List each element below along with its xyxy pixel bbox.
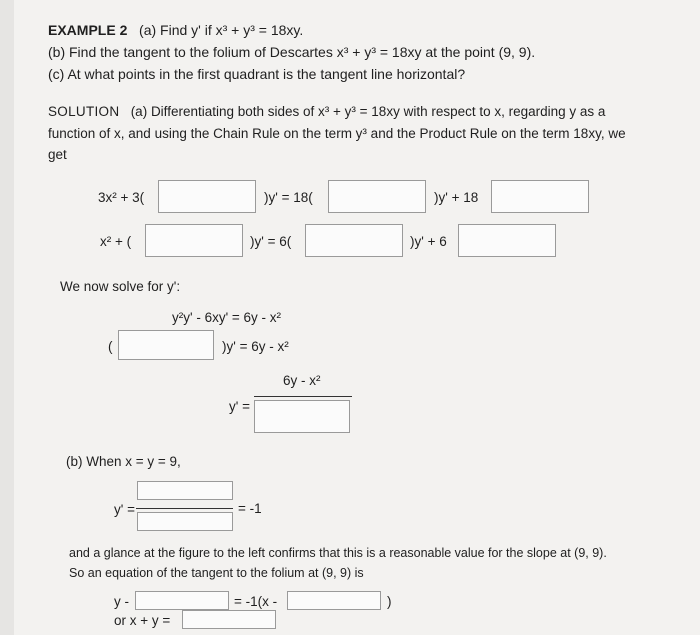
glance-line-1: and a glance at the figure to the left confirms that this is a reasonable value for the slope at (9, 9). (69, 546, 607, 560)
eq2-answer-box-1[interactable] (145, 224, 243, 257)
eq2-answer-box-3[interactable] (458, 224, 556, 257)
eq2-term-2: )y' = 6( (250, 234, 292, 249)
tangent-y-minus: y - (114, 594, 129, 609)
denominator-answer-box[interactable] (254, 400, 350, 433)
solve-line-2-open: ( (108, 339, 113, 354)
part-b-denominator-input[interactable] (138, 513, 232, 530)
solve-intro: We now solve for y': (60, 279, 181, 294)
solution-line-3: get (48, 147, 67, 162)
tangent-x0-input[interactable] (288, 592, 380, 609)
eq2-input-3[interactable] (459, 225, 555, 256)
eq2-input-1[interactable] (146, 225, 242, 256)
tangent-eq-mid: = -1(x - (234, 594, 278, 609)
part-b-denominator-box[interactable] (137, 512, 233, 531)
example-part-c: (c) At what points in the first quadrant is the tangent line horizontal? (48, 66, 466, 82)
denominator-input[interactable] (255, 401, 349, 432)
eq2-answer-box-2[interactable] (305, 224, 403, 257)
eq2-term-3: )y' + 6 (410, 234, 447, 249)
eq1-term-3: )y' + 18 (434, 190, 479, 205)
part-b-numerator-input[interactable] (138, 482, 232, 499)
solution-line-1 (48, 101, 605, 122)
part-b-yprime-equals: y' = (114, 502, 135, 517)
tangent-final-box[interactable] (182, 610, 276, 629)
solve-input[interactable] (119, 331, 213, 359)
tangent-close-paren: ) (387, 594, 392, 609)
part-b-result: = -1 (238, 501, 262, 516)
glance-line-2: So an equation of the tangent to the folium at (9, 9) is (69, 566, 364, 580)
eq1-input-1[interactable] (159, 181, 255, 212)
eq2-input-2[interactable] (306, 225, 402, 256)
yprime-equals: y' = (229, 399, 250, 414)
eq1-answer-box-3[interactable] (491, 180, 589, 213)
eq1-answer-box-2[interactable] (328, 180, 426, 213)
tangent-y0-input[interactable] (136, 592, 228, 609)
example-header (48, 22, 303, 38)
fraction-numerator: 6y - x² (283, 373, 321, 388)
eq1-term-1: 3x² + 3( (98, 190, 145, 205)
example-label: EXAMPLE 2 (48, 22, 128, 38)
tangent-final-input[interactable] (183, 611, 275, 628)
eq2-term-1: x² + ( (100, 234, 132, 249)
example-part-b: (b) Find the tangent to the folium of Descartes x³ + y³ = 18xy at the point (9, 9). (48, 44, 536, 60)
tangent-or-line: or x + y = (114, 613, 171, 628)
page-edge-shadow (0, 0, 14, 635)
eq1-term-2: )y' = 18( (264, 190, 313, 205)
example-part-a: (a) Find y' if x³ + y³ = 18xy. (139, 22, 304, 38)
solution-line-2: function of x, and using the Chain Rule on the term y³ and the Product Rule on the term 18xy, we (48, 126, 626, 141)
eq1-answer-box-1[interactable] (158, 180, 256, 213)
part-b-fraction-bar (136, 508, 233, 509)
eq1-input-2[interactable] (329, 181, 425, 212)
tangent-y0-box[interactable] (135, 591, 229, 610)
solution-label: SOLUTION (48, 104, 120, 119)
solve-line-1: y²y' - 6xy' = 6y - x² (172, 310, 282, 325)
part-b-when: (b) When x = y = 9, (66, 454, 181, 469)
tangent-x0-box[interactable] (287, 591, 381, 610)
eq1-input-3[interactable] (492, 181, 588, 212)
solve-line-2-rest: )y' = 6y - x² (222, 339, 289, 354)
solve-answer-box[interactable] (118, 330, 214, 360)
part-b-numerator-box[interactable] (137, 481, 233, 500)
fraction-bar (254, 396, 352, 397)
solution-text-1: (a) Differentiating both sides of x³ + y³ = 18xy with respect to x, regarding y as a (130, 104, 606, 119)
